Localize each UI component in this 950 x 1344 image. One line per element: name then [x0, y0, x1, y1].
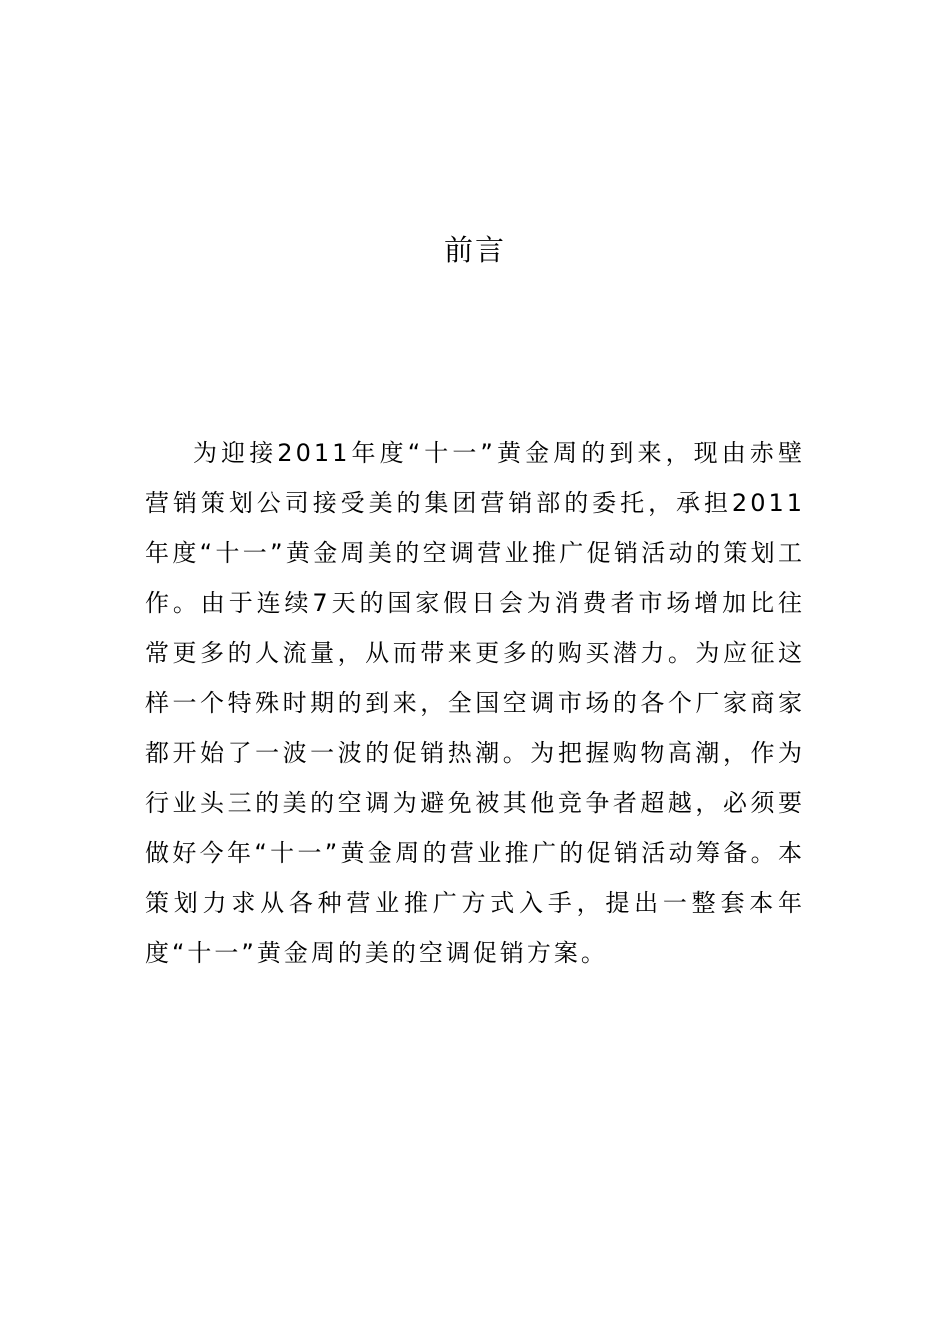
preface-paragraph: 为迎接2011年度“十一”黄金周的到来，现由赤壁营销策划公司接受美的集团营销部的委托，承担2011年度“十一”黄金周美的空调营业推广促销活动的策划工作。由于连续7天的国家假日会为消费者市场增加比往常更多的人流量，从而带来更多的购买潜力。为应征这样一个特殊时期的到来，全国空调市场的各个厂家商家都开始了一波一波的促销热潮。为把握购物高潮，作为行业头三的美的空调为避免被其他竞争者超越，必须要做好今年“十一”黄金周的营业推广的促销活动筹备。本策划力求从各种营业推广方式入手，提出一整套本年度“十一”黄金周的美的空调促销方案。 — [145, 439, 805, 967]
page-title: 前言 — [443, 233, 506, 267]
